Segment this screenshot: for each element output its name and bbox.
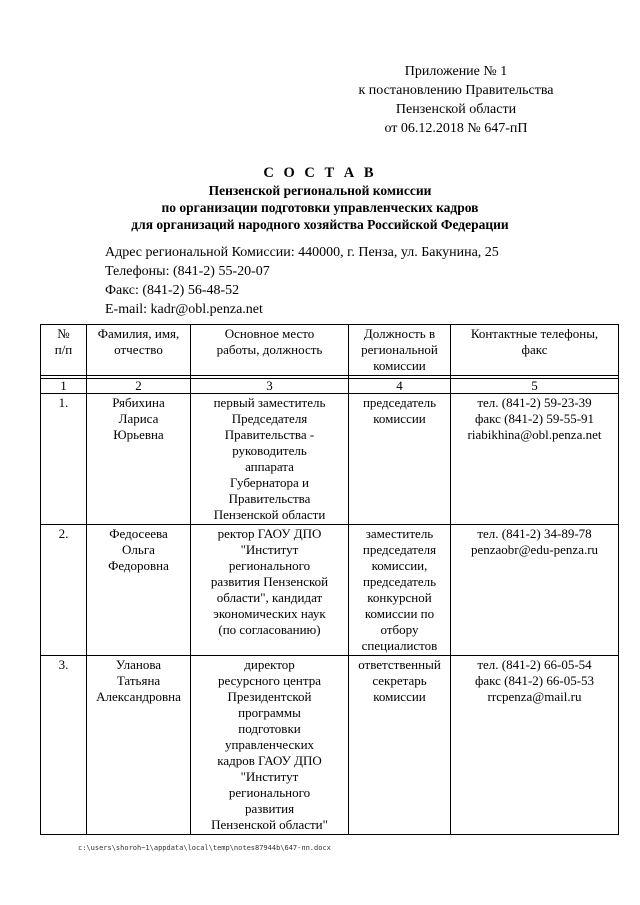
table-row <box>41 394 619 525</box>
cell-line: Федоровна <box>108 558 169 573</box>
title-line: для организаций народного хозяйства Российской Федерации <box>131 217 509 232</box>
cell-line: области", кандидат <box>216 590 323 605</box>
title-heading: С О С Т А В <box>263 165 377 181</box>
cell-line: ответственный <box>358 657 441 672</box>
fax-line: Факс: (841-2) 56-48-52 <box>105 283 240 298</box>
appendix-line: Пензенской области <box>395 102 517 117</box>
title-line: Пензенской региональной комиссии <box>208 183 432 198</box>
header-name <box>87 325 191 376</box>
cell-line: конкурсной <box>367 590 432 605</box>
title-line: по организации подготовки управленческих кадров <box>161 200 479 215</box>
cell-line: председателя <box>362 542 437 557</box>
cell-line: Губернатора и <box>230 475 309 490</box>
cell-line: тел. (841-2) 59-23-39 <box>477 395 592 410</box>
header-text: Фамилия, имя, <box>97 326 180 341</box>
cell-line: Федосеева <box>109 526 168 541</box>
cell-line: комиссии <box>373 689 426 704</box>
column-number: 5 <box>451 379 619 394</box>
cell-line: регионального <box>228 558 311 573</box>
header-text: Основное место <box>224 326 315 341</box>
cell-line: "Институт <box>240 769 299 784</box>
email-line: E-mail: kadr@obl.penza.net <box>105 302 263 317</box>
cell-line: факс (841-2) 59-55-91 <box>474 411 595 426</box>
cell-line: Уланова <box>115 657 162 672</box>
cell-line: комиссии по <box>364 606 435 621</box>
cell-line: директор <box>244 657 295 672</box>
cell-line: Пензенской области <box>213 507 326 522</box>
member-phones-cell <box>451 656 619 835</box>
cell-line: председатель <box>362 574 437 589</box>
member-phones-cell <box>451 525 619 656</box>
member-name-cell <box>87 656 191 835</box>
cell-line: экономических наук <box>213 606 326 621</box>
member-phones-cell <box>451 394 619 525</box>
cell-line: Юрьевна <box>113 427 164 442</box>
cell-line: Лариса <box>118 411 159 426</box>
address-line: Адрес региональной Комиссии: 440000, г. Пенза, ул. Бакунина, 25 <box>105 245 499 260</box>
member-work-cell <box>191 525 349 656</box>
row-number-cell: 1. <box>41 394 87 525</box>
member-work-cell <box>191 394 349 525</box>
cell-line: управленческих <box>224 737 315 752</box>
cell-line: Александровна <box>96 689 181 704</box>
cell-line: специалистов <box>361 638 438 653</box>
cell-line: rrcpenza@mail.ru <box>487 689 582 704</box>
members-table <box>40 324 619 835</box>
member-work-cell <box>191 656 349 835</box>
cell-line: Правительства <box>228 491 311 506</box>
appendix-line: от 06.12.2018 № 647-пП <box>384 121 528 136</box>
column-number: 1 <box>41 379 87 394</box>
appendix-block <box>326 62 586 138</box>
cell-line: секретарь <box>372 673 427 688</box>
header-text: Контактные телефоны, <box>470 326 599 341</box>
header-text: региональной <box>361 342 438 357</box>
cell-line: комиссии, <box>371 558 428 573</box>
header-position <box>349 325 451 376</box>
cell-line: Татьяна <box>116 673 161 688</box>
cell-line: факс (841-2) 66-05-53 <box>474 673 595 688</box>
cell-line: riabikhina@obl.penza.net <box>467 427 602 442</box>
cell-line: заместитель <box>365 526 434 541</box>
member-position-cell <box>349 525 451 656</box>
cell-line: "Институт <box>240 542 299 557</box>
cell-line: Правительства - <box>224 427 315 442</box>
table-row <box>41 656 619 835</box>
header-text: комиссии <box>373 358 426 373</box>
phones-line: Телефоны: (841-2) 55-20-07 <box>105 264 270 279</box>
header-text: отчество <box>114 342 163 357</box>
cell-line: отбору <box>380 622 419 637</box>
cell-line: кадров ГАОУ ДПО <box>217 753 322 768</box>
member-position-cell <box>349 656 451 835</box>
member-name-cell <box>87 525 191 656</box>
cell-line: penzaobr@edu-penza.ru <box>470 542 599 557</box>
cell-line: тел. (841-2) 34-89-78 <box>477 526 592 541</box>
header-text: № <box>57 326 70 341</box>
cell-line: ресурсного центра <box>218 673 321 688</box>
cell-line: ректор ГАОУ ДПО <box>217 526 322 541</box>
cell-line: Ольга <box>122 542 155 557</box>
contacts-block <box>105 243 499 319</box>
table-row <box>41 525 619 656</box>
cell-line: Рябихина <box>112 395 165 410</box>
row-number-cell: 2. <box>41 525 87 656</box>
column-number: 3 <box>191 379 349 394</box>
cell-line: тел. (841-2) 66-05-54 <box>477 657 592 672</box>
cell-line: регионального <box>228 785 311 800</box>
cell-line: руководитель <box>232 443 307 458</box>
appendix-line: Приложение № 1 <box>404 64 508 79</box>
column-number: 4 <box>349 379 451 394</box>
row-number-cell: 3. <box>41 656 87 835</box>
column-number-row <box>41 379 619 394</box>
cell-line: Председателя <box>231 411 308 426</box>
document-title <box>0 165 640 233</box>
header-text: факс <box>521 342 548 357</box>
cell-line: развития <box>244 801 295 816</box>
cell-line: комиссии <box>373 411 426 426</box>
cell-line: развития Пензенской <box>210 574 329 589</box>
column-number: 2 <box>87 379 191 394</box>
cell-line: подготовки <box>238 721 301 736</box>
header-number <box>41 325 87 376</box>
file-path-footer: c:\users\shoroh~1\appdata\local\temp\notes87944b\647-пп.docx <box>78 844 331 852</box>
member-position-cell <box>349 394 451 525</box>
cell-line: аппарата <box>245 459 294 474</box>
header-text: Должность в <box>363 326 436 341</box>
cell-line: (по согласованию) <box>218 622 321 637</box>
appendix-line: к постановлению Правительства <box>358 83 554 98</box>
table-header-row <box>41 325 619 376</box>
cell-line: председатель <box>362 395 437 410</box>
header-work <box>191 325 349 376</box>
member-rows <box>41 394 619 835</box>
cell-line: первый заместитель <box>213 395 326 410</box>
header-phones <box>451 325 619 376</box>
member-name-cell <box>87 394 191 525</box>
header-text: работы, должность <box>216 342 323 357</box>
cell-line: Пензенской области" <box>211 817 328 832</box>
cell-line: Президентской <box>227 689 312 704</box>
cell-line: программы <box>238 705 301 720</box>
header-text: п/п <box>54 342 73 357</box>
